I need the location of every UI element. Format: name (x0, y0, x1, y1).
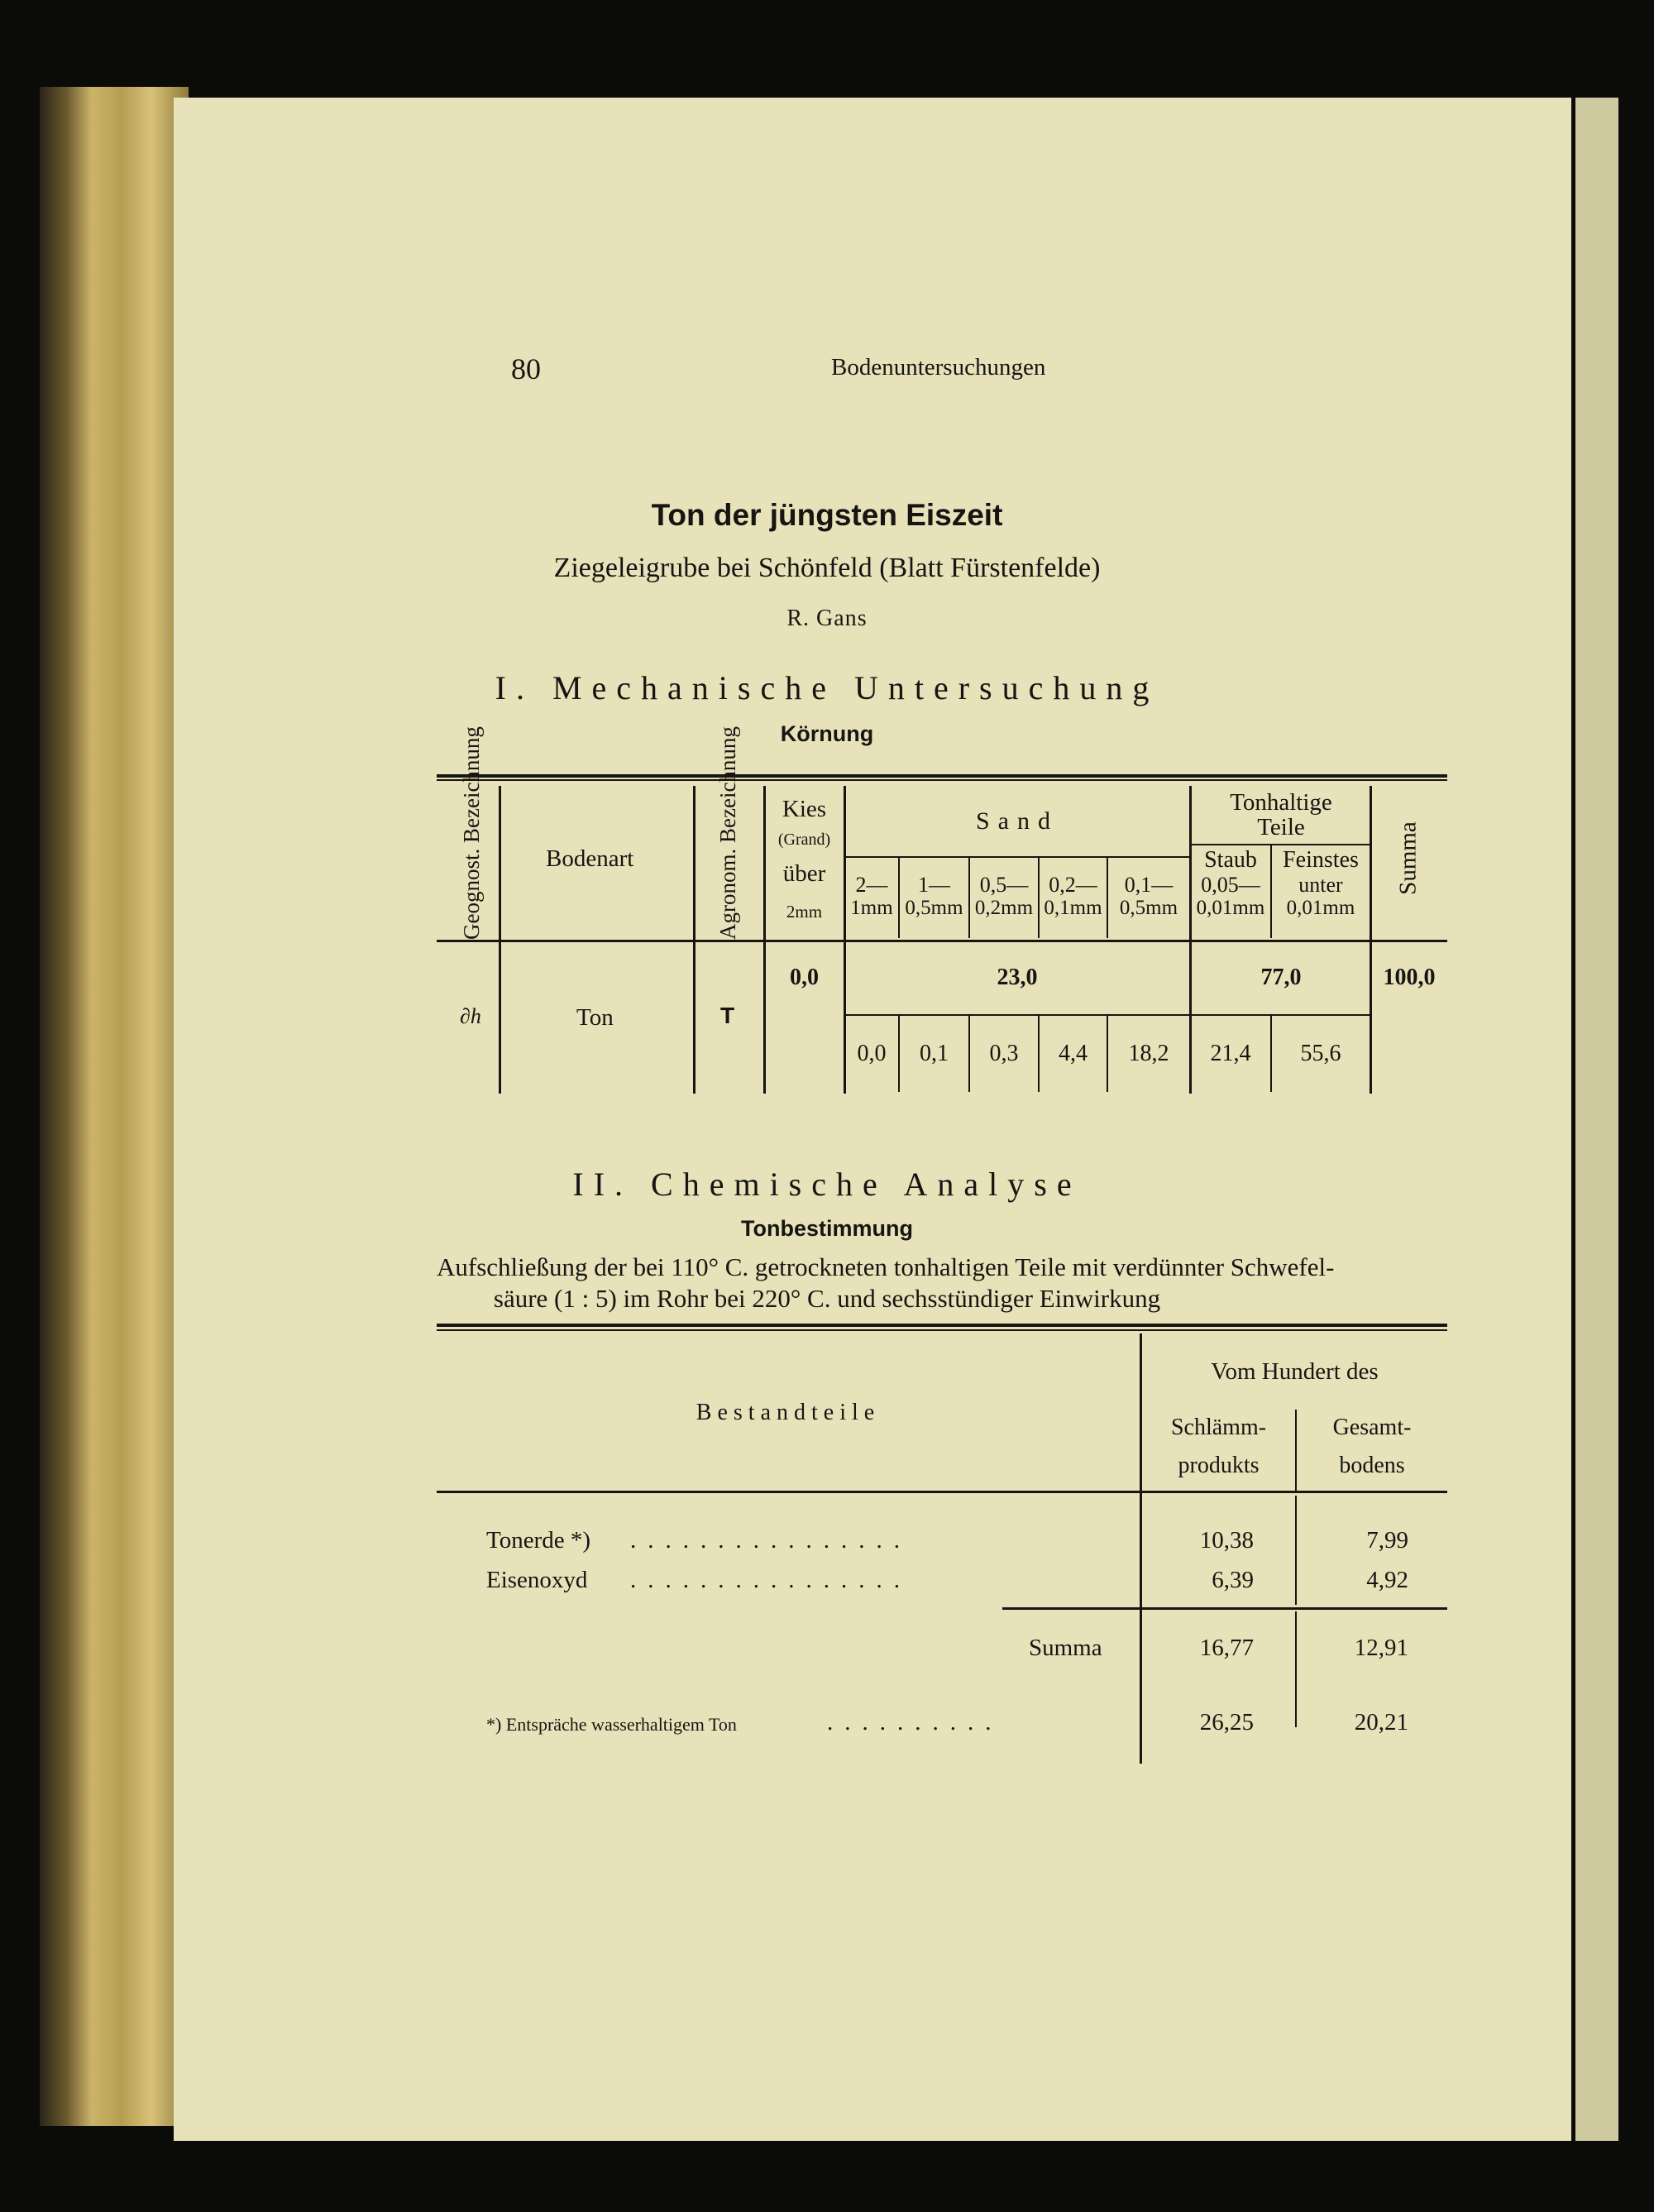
footnote-label: *) Entspräche wasserhaltigem Ton (486, 1714, 737, 1735)
sand-range-from: 0,2— (1049, 873, 1097, 897)
col-feinstes-line2: unter (1298, 873, 1343, 897)
row-geognost: ∂h (460, 1004, 481, 1028)
sand-range-to: 0,1mm (1044, 897, 1102, 919)
detail-value-cell: 0,1 (920, 1041, 949, 1066)
col-geognost-label: Geognost. Bezeichnung (459, 726, 484, 940)
row-bodenart: Ton (576, 1004, 614, 1031)
row-summa-schlamm: 16,77 (1199, 1635, 1254, 1661)
section2-description-line2: säure (1 : 5) im Rohr bei 220° C. und sechsstündiger Einwirkung (493, 1284, 1161, 1313)
section2-description-line1: Aufschließung der bei 110° C. getrockneten tonhaltigen Teile mit verdünnter Schwefel- (437, 1252, 1335, 1281)
row-eisenoxyd-label: Eisenoxyd (486, 1567, 588, 1593)
detail-value-cell: 0,0 (857, 1041, 887, 1066)
col-staub-line1: Staub (1204, 847, 1257, 873)
col-group-header: Vom Hundert des (1211, 1358, 1379, 1385)
sand-range-from: 2— (855, 873, 888, 897)
sand-range-from: 0,1— (1124, 873, 1174, 897)
col-bestandteile-header: Bestandteile (696, 1400, 881, 1425)
row-eisenoxyd-gesamt: 4,92 (1366, 1567, 1408, 1593)
sand-range-to: 0,5mm (1119, 897, 1178, 919)
section1-subheading: Körnung (780, 721, 874, 746)
col-agronom-label: Agronom. Bezeichnung (715, 726, 740, 940)
sand-range-to: 0,5mm (905, 897, 963, 919)
footnote-gesamt: 20,21 (1354, 1709, 1408, 1736)
col-staub-line2: 0,05— (1201, 873, 1260, 897)
sand-range-from: 0,5— (979, 873, 1029, 897)
col-kies-line4: 2mm (786, 902, 823, 922)
row-eisenoxyd-schlamm: 6,39 (1212, 1567, 1254, 1593)
col-gesamt-line2: bodens (1339, 1453, 1405, 1478)
detail-value-cell: 55,6 (1300, 1041, 1341, 1066)
row-tonerde-gesamt: 7,99 (1366, 1527, 1408, 1554)
row-tonerde-label: Tonerde *) (486, 1527, 590, 1554)
next-page-edge (1575, 98, 1618, 2141)
row-agronom: T (720, 1003, 735, 1028)
detail-value-cell: 4,4 (1059, 1041, 1088, 1066)
running-title: Bodenuntersuchungen (831, 354, 1046, 381)
col-schlamm-line2: produkts (1178, 1453, 1260, 1478)
sand-range-to: 0,2mm (974, 897, 1034, 919)
section1-heading: I. Mechanische Untersuchung (495, 669, 1159, 706)
book-page-edges (40, 87, 189, 2126)
col-sand-header: Sand (976, 807, 1059, 835)
col-kies-line3: über (782, 860, 826, 887)
document-title: Ton der jüngsten Eiszeit (651, 498, 1003, 532)
col-feinstes-line3: 0,01mm (1286, 897, 1355, 919)
col-geognost-header (459, 726, 484, 940)
col-agronom-header (715, 726, 740, 940)
footnote-leader: .......... (827, 1709, 1003, 1736)
col-gesamt-line1: Gesamt- (1332, 1415, 1412, 1440)
row-eisenoxyd-leader: ................ (630, 1567, 911, 1593)
row-summa-gesamt: 12,91 (1354, 1635, 1408, 1661)
detail-value-cell: 21,4 (1210, 1041, 1251, 1066)
detail-value-cell: 18,2 (1128, 1041, 1169, 1066)
row-ton-total: 77,0 (1260, 965, 1302, 990)
author: R. Gans (786, 606, 868, 631)
page-number: 80 (511, 352, 541, 385)
section2-heading: II. Chemische Analyse (572, 1166, 1082, 1203)
row-tonerde-schlamm: 10,38 (1199, 1527, 1254, 1554)
col-kies-line1: Kies (782, 796, 827, 822)
col-tonhaltige-line1: Tonhaltige (1230, 789, 1332, 816)
book-page (174, 98, 1571, 2141)
col-schlamm-line1: Schlämm- (1170, 1415, 1267, 1440)
document-subtitle: Ziegeleigrube bei Schönfeld (Blatt Fürstenfelde) (553, 553, 1101, 583)
row-summa-total: 100,0 (1383, 965, 1436, 990)
row-sand-total: 23,0 (997, 965, 1038, 990)
row-kies-total: 0,0 (790, 965, 819, 990)
col-staub-line3: 0,01mm (1196, 897, 1265, 919)
col-tonhaltige-line2: Teile (1257, 814, 1305, 840)
col-kies-line2: (Grand) (777, 831, 831, 849)
row-tonerde-leader: ................ (630, 1527, 911, 1554)
col-feinstes-line1: Feinstes (1283, 847, 1359, 873)
footnote-schlamm: 26,25 (1199, 1709, 1254, 1736)
row-summa-label: Summa (1029, 1635, 1102, 1661)
sand-range-to: 1mm (850, 897, 893, 919)
sand-range-from: 1— (918, 873, 950, 897)
col-summa-header: Summa (1394, 821, 1422, 895)
detail-value-cell: 0,3 (989, 1041, 1019, 1066)
section2-subheading: Tonbestimmung (741, 1216, 913, 1241)
col-bodenart-header: Bodenart (546, 845, 634, 872)
